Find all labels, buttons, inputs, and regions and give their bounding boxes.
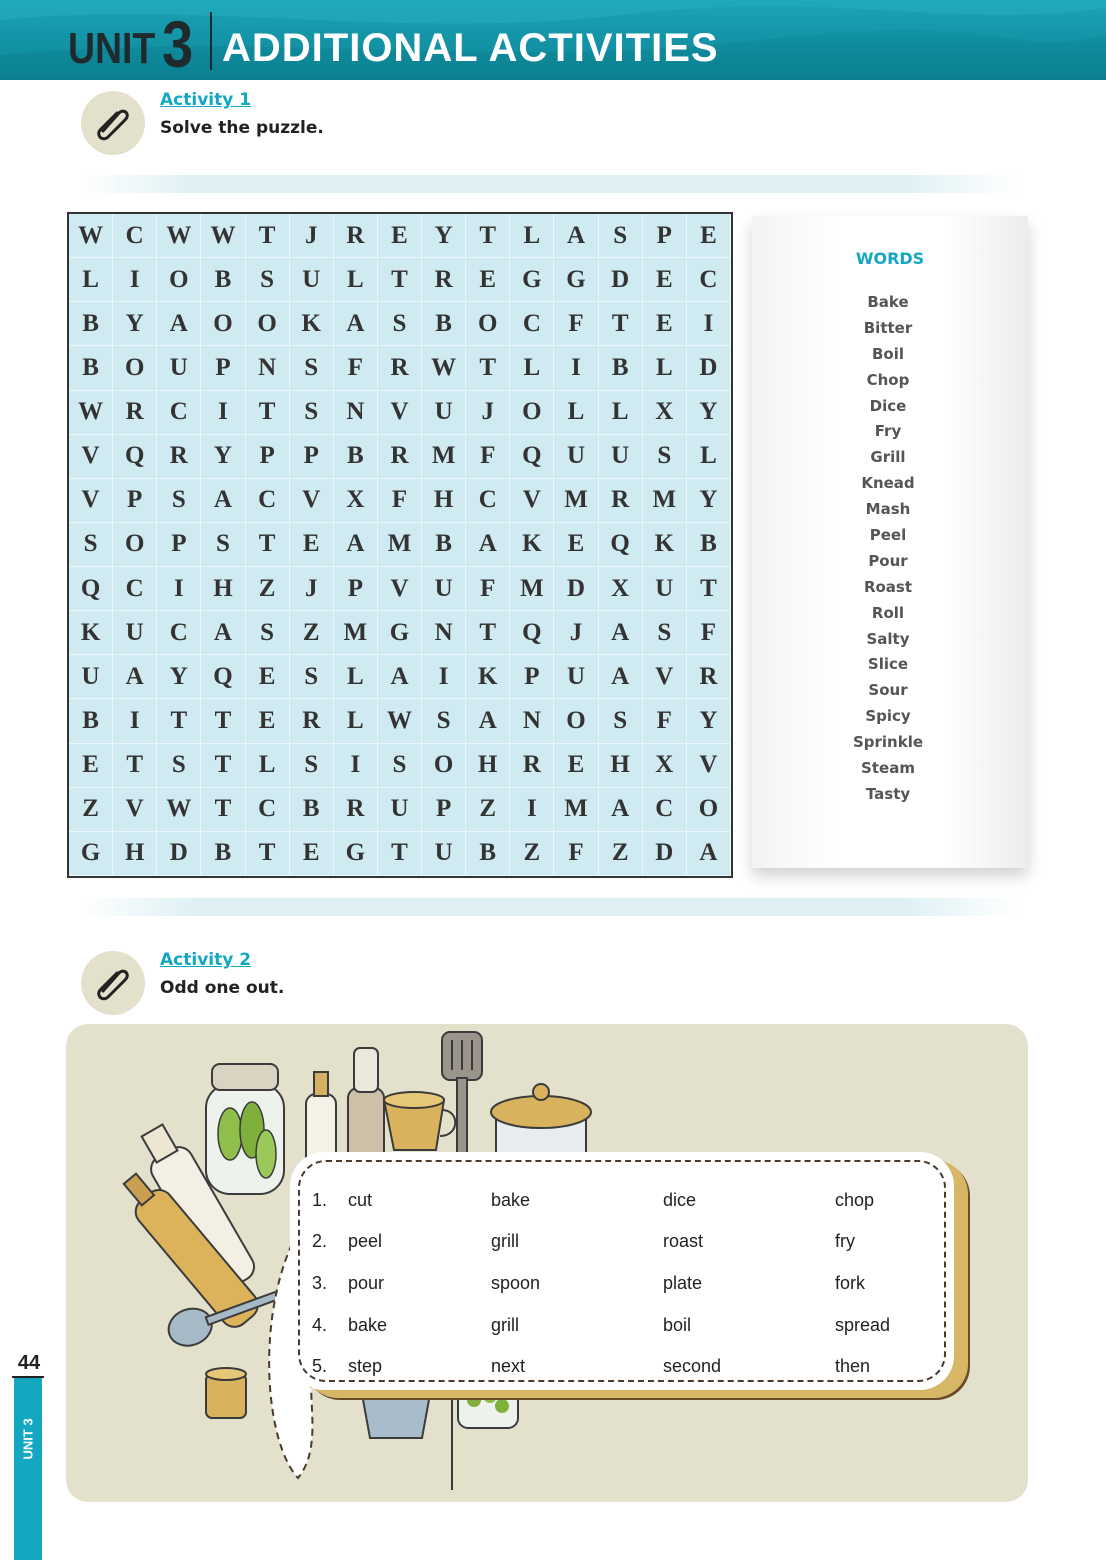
- option-word: peel: [348, 1231, 383, 1251]
- grid-letter: P: [157, 523, 201, 567]
- grid-letter: B: [69, 346, 113, 390]
- row-number: 4.: [312, 1315, 328, 1335]
- grid-letter: Q: [201, 655, 245, 699]
- grid-letter: T: [201, 699, 245, 743]
- word-list-item: Sprinkle: [852, 733, 924, 752]
- activity1-title: Activity 1: [160, 90, 252, 110]
- grid-letter: U: [554, 655, 598, 699]
- grid-letter: P: [113, 479, 157, 523]
- separator-band: [80, 898, 1020, 916]
- grid-letter: V: [378, 567, 422, 611]
- grid-letter: B: [290, 788, 334, 832]
- grid-letter: F: [466, 435, 510, 479]
- grid-letter: C: [157, 391, 201, 435]
- grid-letter: Z: [69, 788, 113, 832]
- option-word: then: [835, 1356, 871, 1376]
- grid-letter: T: [687, 567, 731, 611]
- grid-letter: D: [599, 258, 643, 302]
- grid-letter: S: [378, 744, 422, 788]
- page-number: 44: [17, 1352, 41, 1374]
- paperclip-icon: [81, 91, 145, 155]
- word-list-item: Chop: [866, 370, 910, 389]
- grid-letter: T: [246, 391, 290, 435]
- option-word: spoon: [491, 1273, 541, 1293]
- grid-letter: O: [113, 346, 157, 390]
- grid-letter: O: [422, 744, 466, 788]
- grid-letter: U: [69, 655, 113, 699]
- grid-letter: A: [201, 611, 245, 655]
- separator-band: [80, 175, 1020, 193]
- grid-letter: S: [246, 611, 290, 655]
- unit-number: 3: [162, 7, 194, 80]
- grid-letter: P: [334, 567, 378, 611]
- grid-letter: I: [554, 346, 598, 390]
- grid-letter: C: [643, 788, 687, 832]
- grid-letter: M: [554, 479, 598, 523]
- grid-letter: P: [510, 655, 554, 699]
- word-list-item: Tasty: [865, 784, 911, 803]
- grid-letter: Y: [422, 214, 466, 258]
- grid-letter: C: [510, 302, 554, 346]
- option-word: boil: [663, 1315, 692, 1335]
- grid-letter: E: [69, 744, 113, 788]
- grid-letter: O: [113, 523, 157, 567]
- grid-letter: O: [510, 391, 554, 435]
- grid-letter: E: [466, 258, 510, 302]
- grid-letter: L: [554, 391, 598, 435]
- grid-letter: L: [334, 258, 378, 302]
- grid-letter: Y: [157, 655, 201, 699]
- grid-letter: R: [290, 699, 334, 743]
- grid-letter: T: [466, 346, 510, 390]
- grid-letter: A: [334, 302, 378, 346]
- grid-letter: O: [466, 302, 510, 346]
- word-list-item: Sour: [868, 681, 908, 700]
- grid-letter: N: [334, 391, 378, 435]
- grid-letter: L: [69, 258, 113, 302]
- word-list-item: Salty: [866, 629, 910, 648]
- grid-letter: S: [290, 655, 334, 699]
- grid-letter: E: [246, 699, 290, 743]
- grid-letter: I: [113, 699, 157, 743]
- grid-letter: G: [510, 258, 554, 302]
- word-list-item: Peel: [869, 526, 907, 545]
- grid-letter: D: [687, 346, 731, 390]
- grid-letter: S: [599, 214, 643, 258]
- odd-row: [312, 1231, 932, 1255]
- grid-letter: T: [157, 699, 201, 743]
- grid-letter: L: [334, 699, 378, 743]
- grid-letter: S: [599, 699, 643, 743]
- grid-letter: O: [157, 258, 201, 302]
- grid-letter: A: [599, 655, 643, 699]
- unit-side-label: UNIT 3: [20, 1418, 36, 1460]
- grid-letter: W: [378, 699, 422, 743]
- grid-letter: I: [687, 302, 731, 346]
- grid-letter: K: [510, 523, 554, 567]
- grid-letter: A: [378, 655, 422, 699]
- grid-letter: A: [201, 479, 245, 523]
- grid-letter: T: [378, 832, 422, 876]
- page-title: ADDITIONAL ACTIVITIES: [222, 26, 719, 70]
- grid-letter: V: [113, 788, 157, 832]
- grid-letter: U: [422, 567, 466, 611]
- grid-letter: V: [290, 479, 334, 523]
- option-word: bake: [491, 1190, 531, 1210]
- grid-letter: W: [422, 346, 466, 390]
- grid-letter: U: [422, 832, 466, 876]
- grid-letter: E: [378, 214, 422, 258]
- words-list: [752, 290, 1024, 808]
- grid-letter: E: [687, 214, 731, 258]
- grid-letter: L: [510, 346, 554, 390]
- grid-letter: R: [687, 655, 731, 699]
- grid-letter: V: [687, 744, 731, 788]
- grid-letter: D: [643, 832, 687, 876]
- grid-letter: T: [378, 258, 422, 302]
- grid-letter: P: [201, 346, 245, 390]
- grid-letter: W: [69, 214, 113, 258]
- grid-letter: A: [113, 655, 157, 699]
- grid-letter: F: [554, 832, 598, 876]
- word-search-grid: [67, 212, 733, 878]
- grid-letter: S: [643, 611, 687, 655]
- grid-letter: Z: [246, 567, 290, 611]
- grid-letter: W: [157, 214, 201, 258]
- grid-letter: S: [69, 523, 113, 567]
- option-word: plate: [663, 1273, 703, 1293]
- option-word: chop: [835, 1190, 875, 1210]
- grid-letter: C: [113, 567, 157, 611]
- grid-letter: B: [334, 435, 378, 479]
- grid-letter: F: [334, 346, 378, 390]
- grid-letter: R: [113, 391, 157, 435]
- unit-side-strip: [14, 1378, 42, 1560]
- grid-letter: S: [422, 699, 466, 743]
- grid-letter: J: [554, 611, 598, 655]
- grid-letter: W: [201, 214, 245, 258]
- grid-letter: N: [422, 611, 466, 655]
- words-panel: [752, 216, 1028, 868]
- grid-letter: S: [157, 744, 201, 788]
- grid-letter: M: [510, 567, 554, 611]
- word-list-item: Fry: [874, 422, 902, 441]
- grid-letter: T: [201, 788, 245, 832]
- grid-letter: R: [378, 346, 422, 390]
- grid-letter: F: [687, 611, 731, 655]
- grid-letter: B: [422, 523, 466, 567]
- grid-letter: S: [290, 744, 334, 788]
- grid-letter: L: [643, 346, 687, 390]
- grid-letter: N: [510, 699, 554, 743]
- grid-letter: W: [157, 788, 201, 832]
- grid-letter: Z: [466, 788, 510, 832]
- grid-letter: W: [69, 391, 113, 435]
- grid-letter: O: [687, 788, 731, 832]
- word-list-item: Mash: [865, 500, 911, 519]
- grid-letter: L: [510, 214, 554, 258]
- grid-letter: U: [643, 567, 687, 611]
- grid-letter: G: [69, 832, 113, 876]
- grid-letter: B: [466, 832, 510, 876]
- grid-letter: I: [113, 258, 157, 302]
- grid-letter: R: [157, 435, 201, 479]
- grid-letter: V: [643, 655, 687, 699]
- activity1-instruction: Solve the puzzle.: [160, 118, 324, 138]
- grid-letter: O: [201, 302, 245, 346]
- unit-label: UNIT: [68, 24, 156, 73]
- grid-letter: Z: [510, 832, 554, 876]
- odd-row: [312, 1273, 932, 1297]
- grid-letter: I: [422, 655, 466, 699]
- grid-letter: V: [69, 479, 113, 523]
- grid-letter: T: [246, 832, 290, 876]
- grid-letter: E: [290, 523, 334, 567]
- word-list-item: Knead: [861, 474, 915, 493]
- grid-letter: K: [643, 523, 687, 567]
- grid-letter: A: [334, 523, 378, 567]
- grid-letter: B: [422, 302, 466, 346]
- grid-letter: K: [69, 611, 113, 655]
- activity2-instruction: Odd one out.: [160, 978, 285, 998]
- grid-letter: C: [687, 258, 731, 302]
- grid-letter: U: [554, 435, 598, 479]
- word-list-item: Roast: [863, 577, 913, 596]
- grid-letter: Z: [290, 611, 334, 655]
- grid-letter: S: [201, 523, 245, 567]
- odd-row: [312, 1356, 932, 1380]
- grid-letter: L: [246, 744, 290, 788]
- grid-letter: L: [334, 655, 378, 699]
- grid-letter: A: [687, 832, 731, 876]
- grid-letter: R: [510, 744, 554, 788]
- grid-letter: E: [290, 832, 334, 876]
- grid-letter: Z: [599, 832, 643, 876]
- grid-letter: M: [378, 523, 422, 567]
- grid-letter: U: [599, 435, 643, 479]
- word-list-item: Spicy: [865, 707, 911, 726]
- grid-letter: K: [466, 655, 510, 699]
- grid-letter: R: [599, 479, 643, 523]
- grid-letter: Y: [687, 699, 731, 743]
- grid-letter: A: [554, 214, 598, 258]
- grid-letter: Y: [113, 302, 157, 346]
- grid-letter: F: [643, 699, 687, 743]
- grid-letter: C: [246, 788, 290, 832]
- grid-letter: C: [113, 214, 157, 258]
- grid-letter: G: [334, 832, 378, 876]
- grid-letter: M: [554, 788, 598, 832]
- grid-letter: U: [157, 346, 201, 390]
- grid-letter: H: [466, 744, 510, 788]
- grid-letter: B: [201, 258, 245, 302]
- paperclip-icon: [81, 951, 145, 1015]
- grid-letter: U: [422, 391, 466, 435]
- grid-letter: H: [422, 479, 466, 523]
- grid-letter: E: [554, 744, 598, 788]
- grid-letter: H: [201, 567, 245, 611]
- grid-letter: T: [113, 744, 157, 788]
- grid-letter: D: [554, 567, 598, 611]
- grid-letter: T: [246, 214, 290, 258]
- grid-letter: V: [69, 435, 113, 479]
- grid-letter: E: [246, 655, 290, 699]
- grid-letter: T: [246, 523, 290, 567]
- grid-letter: P: [290, 435, 334, 479]
- grid-letter: T: [466, 214, 510, 258]
- grid-letter: F: [378, 479, 422, 523]
- row-number: 3.: [312, 1273, 328, 1293]
- grid-letter: P: [422, 788, 466, 832]
- grid-letter: J: [290, 567, 334, 611]
- grid-letter: L: [599, 391, 643, 435]
- grid-letter: B: [69, 302, 113, 346]
- word-list-item: Dice: [869, 396, 907, 415]
- grid-letter: X: [334, 479, 378, 523]
- word-list-item: Pour: [868, 551, 908, 570]
- grid-letter: B: [69, 699, 113, 743]
- grid-letter: E: [643, 258, 687, 302]
- grid-letter: H: [113, 832, 157, 876]
- grid-letter: H: [599, 744, 643, 788]
- words-title: WORDS: [855, 249, 925, 268]
- grid-letter: S: [643, 435, 687, 479]
- option-word: spread: [835, 1315, 891, 1335]
- word-list-item: Steam: [861, 759, 915, 778]
- word-list-item: Grill: [870, 448, 906, 467]
- grid-letter: A: [466, 699, 510, 743]
- grid-letter: T: [201, 744, 245, 788]
- option-word: grill: [491, 1315, 520, 1335]
- grid-letter: P: [246, 435, 290, 479]
- grid-letter: Q: [510, 611, 554, 655]
- grid-letter: V: [378, 391, 422, 435]
- activity2-title: Activity 2: [160, 950, 252, 970]
- grid-letter: B: [201, 832, 245, 876]
- grid-letter: D: [157, 832, 201, 876]
- grid-letter: Q: [113, 435, 157, 479]
- grid-letter: J: [290, 214, 334, 258]
- grid-letter: Q: [510, 435, 554, 479]
- grid-letter: L: [687, 435, 731, 479]
- grid-letter: S: [378, 302, 422, 346]
- grid-letter: K: [290, 302, 334, 346]
- option-word: pour: [348, 1273, 385, 1293]
- odd-row: [312, 1315, 932, 1339]
- grid-letter: G: [554, 258, 598, 302]
- grid-letter: N: [246, 346, 290, 390]
- option-word: next: [491, 1356, 526, 1376]
- option-word: fry: [835, 1231, 855, 1251]
- grid-letter: U: [113, 611, 157, 655]
- word-list-item: Bitter: [863, 318, 913, 337]
- word-list-item: Boil: [871, 344, 905, 363]
- grid-letter: S: [157, 479, 201, 523]
- grid-letter: C: [157, 611, 201, 655]
- grid-letter: U: [290, 258, 334, 302]
- odd-row: [312, 1190, 932, 1214]
- grid-letter: X: [643, 744, 687, 788]
- grid-letter: U: [378, 788, 422, 832]
- grid-letter: Y: [687, 391, 731, 435]
- grid-letter: O: [554, 699, 598, 743]
- row-number: 1.: [312, 1190, 328, 1210]
- grid-letter: V: [510, 479, 554, 523]
- option-word: grill: [491, 1231, 520, 1251]
- option-word: cut: [348, 1190, 373, 1210]
- row-number: 5.: [312, 1356, 328, 1376]
- grid-letter: M: [334, 611, 378, 655]
- grid-letter: M: [422, 435, 466, 479]
- grid-letter: S: [290, 346, 334, 390]
- word-list-item: Roll: [871, 603, 905, 622]
- grid-letter: R: [334, 214, 378, 258]
- grid-letter: J: [466, 391, 510, 435]
- row-number: 2.: [312, 1231, 328, 1251]
- grid-letter: S: [290, 391, 334, 435]
- grid-letter: O: [246, 302, 290, 346]
- grid-letter: F: [466, 567, 510, 611]
- grid-letter: X: [643, 391, 687, 435]
- grid-letter: A: [466, 523, 510, 567]
- grid-letter: I: [157, 567, 201, 611]
- grid-letter: T: [599, 302, 643, 346]
- word-list-item: Slice: [867, 655, 909, 674]
- option-word: roast: [663, 1231, 704, 1251]
- grid-letter: B: [687, 523, 731, 567]
- grid-letter: C: [466, 479, 510, 523]
- grid-letter: S: [246, 258, 290, 302]
- grid-letter: R: [334, 788, 378, 832]
- option-word: step: [348, 1356, 383, 1376]
- grid-letter: A: [599, 788, 643, 832]
- header-divider: [210, 12, 212, 70]
- grid-letter: I: [334, 744, 378, 788]
- grid-letter: E: [643, 302, 687, 346]
- grid-letter: Q: [599, 523, 643, 567]
- grid-letter: Q: [69, 567, 113, 611]
- option-word: fork: [835, 1273, 866, 1293]
- option-word: bake: [348, 1315, 388, 1335]
- grid-letter: T: [466, 611, 510, 655]
- grid-letter: G: [378, 611, 422, 655]
- grid-letter: B: [599, 346, 643, 390]
- page-header: [0, 0, 1106, 80]
- word-list-item: Bake: [867, 293, 909, 311]
- option-word: dice: [663, 1190, 697, 1210]
- grid-letter: C: [246, 479, 290, 523]
- grid-letter: F: [554, 302, 598, 346]
- grid-letter: I: [510, 788, 554, 832]
- grid-letter: A: [599, 611, 643, 655]
- option-word: second: [663, 1356, 722, 1376]
- grid-letter: A: [157, 302, 201, 346]
- grid-letter: P: [643, 214, 687, 258]
- grid-letter: Y: [201, 435, 245, 479]
- grid-letter: R: [422, 258, 466, 302]
- grid-letter: X: [599, 567, 643, 611]
- grid-letter: I: [201, 391, 245, 435]
- grid-letter: E: [554, 523, 598, 567]
- grid-letter: R: [378, 435, 422, 479]
- grid-letter: M: [643, 479, 687, 523]
- grid-letter: Y: [687, 479, 731, 523]
